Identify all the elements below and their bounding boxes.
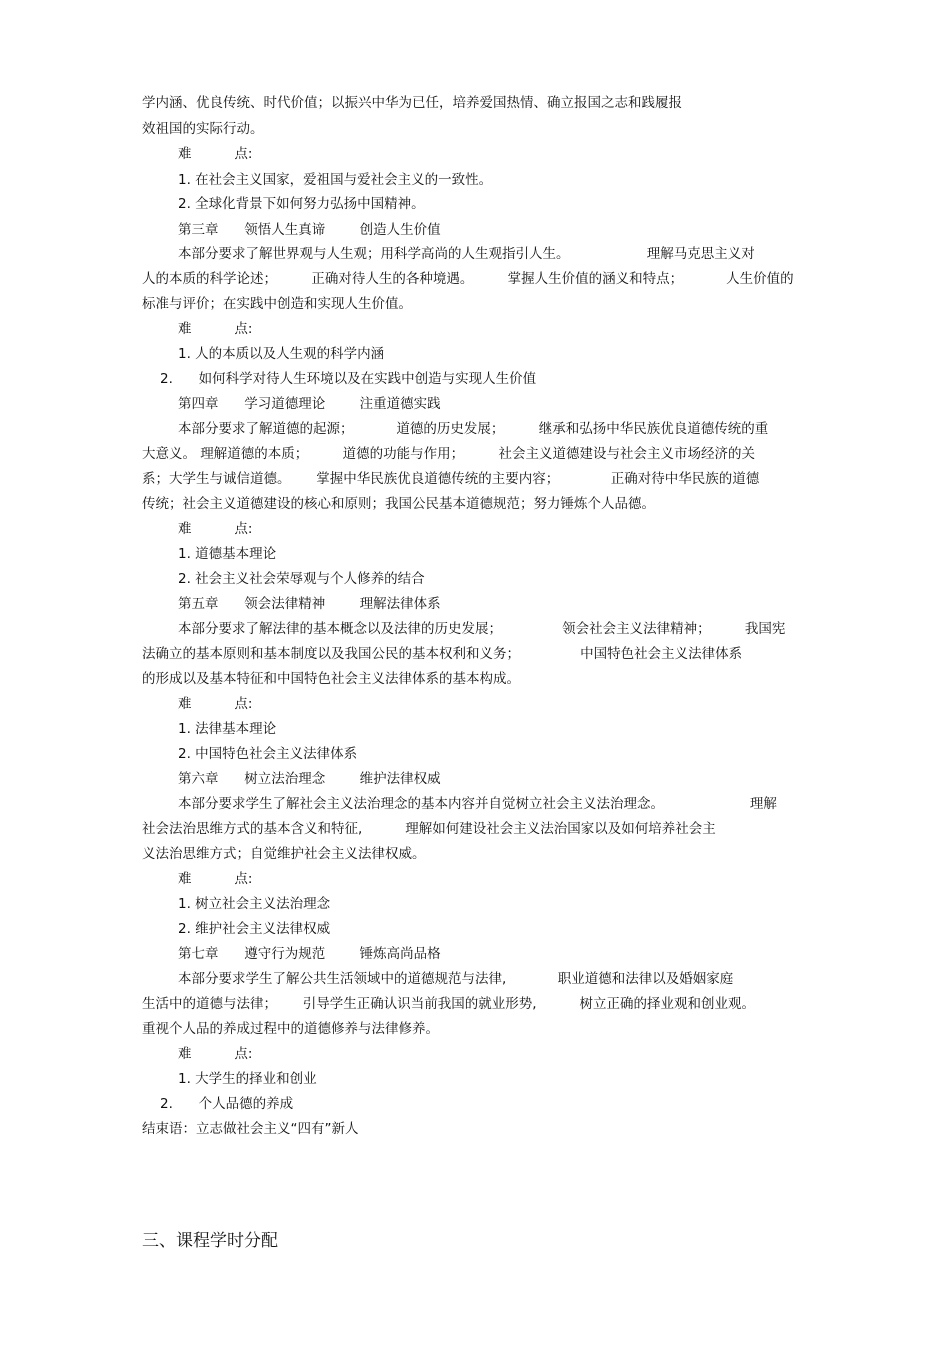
text-line: 2. 个人品德的养成: [160, 1096, 294, 1112]
text-line: 1. 在社会主义国家，爱祖国与爱社会主义的一致性。: [178, 172, 493, 188]
text-line: 1. 道德基本理论: [178, 546, 277, 562]
text-line: 社会法治思维方式的基本含义和特征, 理解如何建设社会主义法治国家以及如何培养社会主: [142, 821, 716, 837]
text-line: 1. 法律基本理论: [178, 721, 277, 737]
text-line: 难 点:: [178, 871, 253, 887]
text-line: 难 点:: [178, 1046, 253, 1062]
text-line: 义法治思维方式；自觉维护社会主义法律权威。: [142, 846, 426, 862]
text-line: 大意义。 理解道德的本质； 道德的功能与作用； 社会主义道德建设与社会主义市场经济的关: [142, 446, 755, 462]
text-line: 1. 人的本质以及人生观的科学内涵: [178, 346, 385, 362]
text-line: 本部分要求了解道德的起源； 道德的历史发展； 继承和弘扬中华民族优良道德传统的重: [178, 421, 769, 437]
text-line: 2. 社会主义社会荣辱观与个人修养的结合: [178, 571, 425, 587]
text-line: 1. 树立社会主义法治理念: [178, 896, 331, 912]
text-line: 难 点:: [178, 321, 253, 337]
text-line: 难 点:: [178, 521, 253, 537]
text-line: 法确立的基本原则和基本制度以及我国公民的基本权利和义务； 中国特色社会主义法律体系: [142, 646, 743, 662]
text-line: 本部分要求学生了解社会主义法治理念的基本内容并自觉树立社会主义法治理念。 理解: [178, 796, 777, 812]
text-line: 1. 大学生的择业和创业: [178, 1071, 317, 1087]
text-line: 第四章 学习道德理论 注重道德实践: [178, 396, 441, 412]
text-line: 生活中的道德与法律； 引导学生正确认识当前我国的就业形势, 树立正确的择业观和创业观。: [142, 996, 755, 1012]
text-line: 学内涵、优良传统、时代价值；以振兴中华为已任，培养爱国热情、确立报国之志和践履报: [142, 95, 682, 111]
text-line: 人的本质的科学论述； 正确对待人生的各种境遇。 掌握人生价值的涵义和特点； 人生价值的: [142, 271, 794, 287]
text-line: 2. 中国特色社会主义法律体系: [178, 746, 358, 762]
text-line: 第三章 领悟人生真谛 创造人生价值: [178, 222, 441, 238]
text-line: 本部分要求学生了解公共生活领域中的道德规范与法律, 职业道德和法律以及婚姻家庭: [178, 971, 734, 987]
text-line: 结束语：立志做社会主义“四有”新人: [142, 1121, 359, 1137]
text-line: 的形成以及基本特征和中国特色社会主义法律体系的基本构成。: [142, 671, 520, 687]
text-line: 难 点:: [178, 146, 253, 162]
text-line: 系；大学生与诚信道德。 掌握中华民族优良道德传统的主要内容； 正确对待中华民族的道德: [142, 471, 760, 487]
text-line: 第七章 遵守行为规范 锤炼高尚品格: [178, 946, 441, 962]
text-line: 标准与评价；在实践中创造和实现人生价值。: [142, 296, 412, 312]
text-line: 本部分要求了解世界观与人生观；用科学高尚的人生观指引人生。 理解马克思主义对: [178, 246, 755, 262]
text-line: 传统；社会主义道德建设的核心和原则；我国公民基本道德规范；努力锤炼个人品德。: [142, 496, 655, 512]
text-line: 2. 如何科学对待人生环境以及在实践中创造与实现人生价值: [160, 371, 537, 387]
text-line: 第五章 领会法律精神 理解法律体系: [178, 596, 441, 612]
text-line: 本部分要求了解法律的基本概念以及法律的历史发展； 领会社会主义法律精神； 我国宪: [178, 621, 786, 637]
text-line: 2. 全球化背景下如何努力弘扬中国精神。: [178, 196, 425, 212]
text-line: 难 点:: [178, 696, 253, 712]
text-line: 效祖国的实际行动。: [142, 121, 264, 137]
text-line: 重视个人品的养成过程中的道德修养与法律修养。: [142, 1021, 439, 1037]
section-heading: 三、课程学时分配: [142, 1231, 278, 1251]
text-line: 第六章 树立法治理念 维护法律权威: [178, 771, 441, 787]
text-line: 2. 维护社会主义法律权威: [178, 921, 331, 937]
